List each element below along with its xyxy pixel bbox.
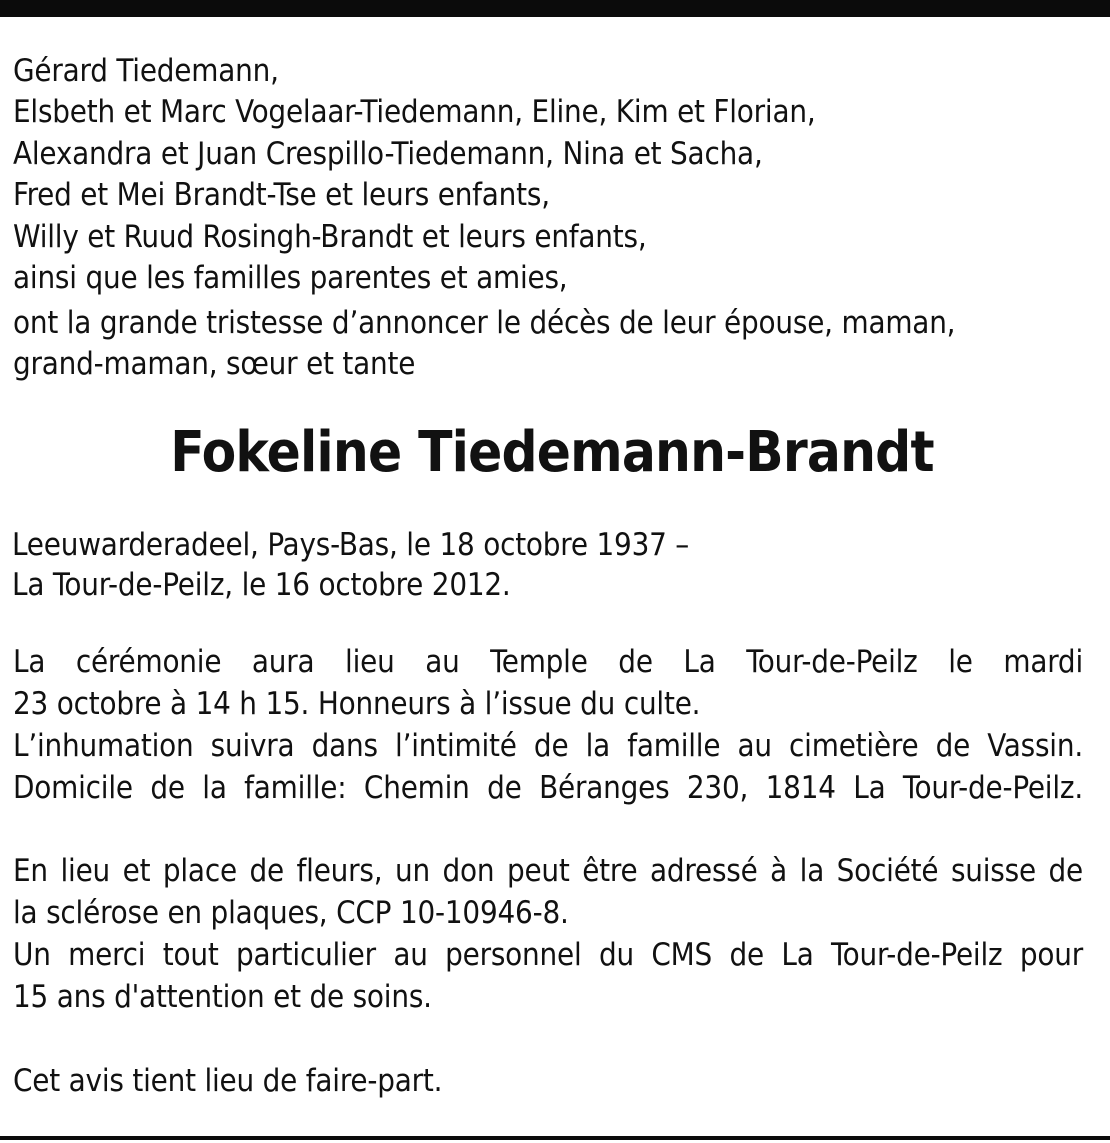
donation-line: Un merci tout particulier au personnel du CMS de La Tour-de-Peilz pour (13, 937, 1083, 973)
family-line: ainsi que les familles parentes et amies, (13, 260, 568, 296)
family-line: grand-maman, sœur et tante (13, 346, 416, 382)
family-line: Willy et Ruud Rosingh-Brandt et leurs enfants, (13, 219, 647, 255)
donation-line: la sclérose en plaques, CCP 10-10946-8. (13, 895, 569, 931)
ceremony-line: Domicile de la famille: Chemin de Béranges 230, 1814 La Tour-de-Peilz. (13, 770, 1083, 806)
ceremony-line: L’inhumation suivra dans l’intimité de la famille au cimetière de Vassin. (13, 728, 1083, 764)
deceased-name: Fokeline Tiedemann-Brandt (170, 420, 934, 485)
family-line: ont la grande tristesse d’annoncer le décès de leur épouse, maman, (13, 305, 956, 341)
death-line: La Tour-de-Peilz, le 16 octobre 2012. (12, 567, 511, 603)
donation-line: En lieu et place de fleurs, un don peut être adressé à la Société suisse de (13, 853, 1083, 889)
family-line: Elsbeth et Marc Vogelaar-Tiedemann, Eline, Kim et Florian, (13, 94, 816, 130)
bottom-border-rule (0, 1136, 1110, 1140)
family-line: Gérard Tiedemann, (13, 53, 279, 89)
donation-line: 15 ans d'attention et de soins. (13, 979, 432, 1015)
birth-line: Leeuwarderadeel, Pays-Bas, le 18 octobre 1937 – (12, 527, 690, 563)
top-border-rule (0, 0, 1110, 17)
ceremony-line: 23 octobre à 14 h 15. Honneurs à l’issue du culte. (13, 686, 701, 722)
family-line: Fred et Mei Brandt-Tse et leurs enfants, (13, 177, 550, 213)
ceremony-line: La cérémonie aura lieu au Temple de La Tour-de-Peilz le mardi (13, 644, 1083, 680)
family-line: Alexandra et Juan Crespillo-Tiedemann, Nina et Sacha, (13, 136, 763, 172)
closing-note: Cet avis tient lieu de faire-part. (13, 1063, 443, 1099)
